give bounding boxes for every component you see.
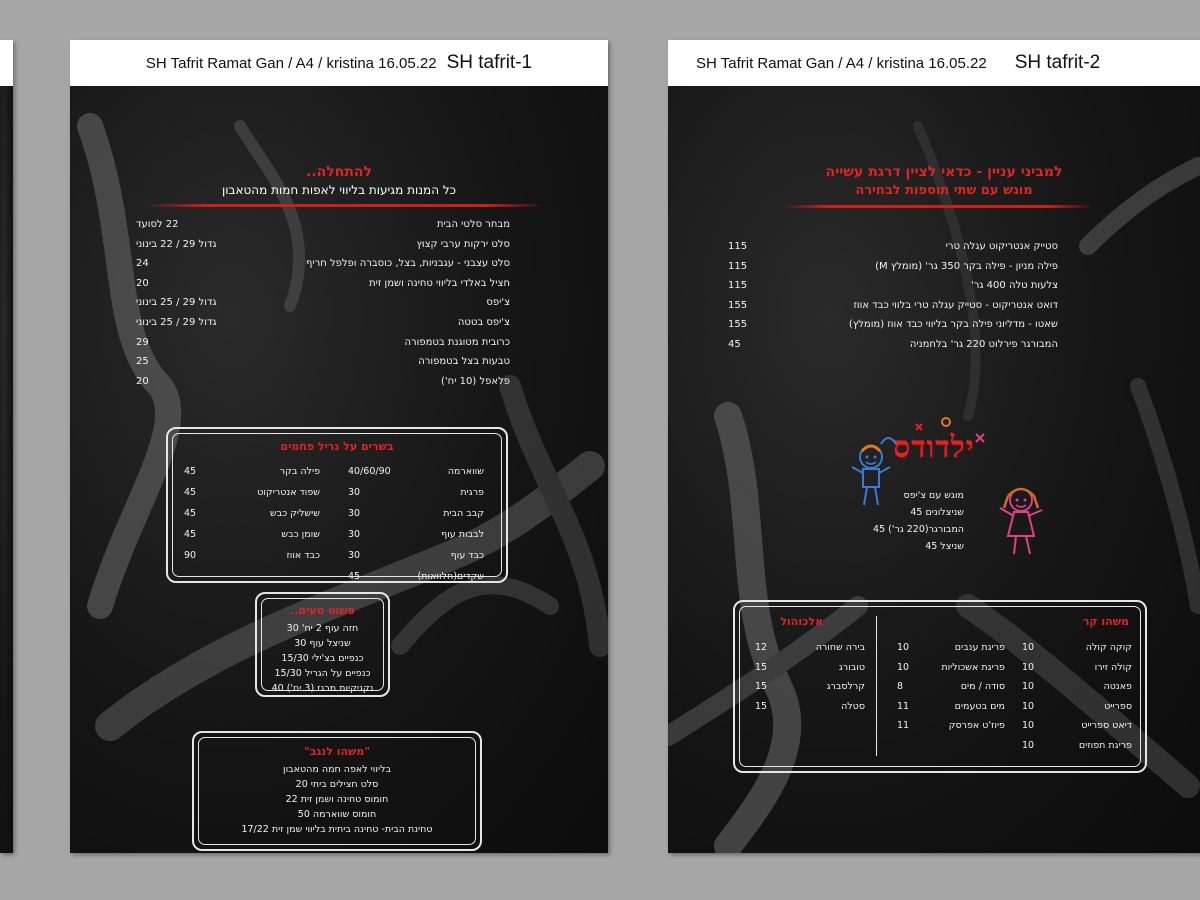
item-name: סודה / מים xyxy=(960,681,1005,692)
item-price: 10 xyxy=(1022,661,1035,673)
grill-frame xyxy=(166,427,508,583)
menu-item xyxy=(136,235,510,255)
page-code: SH tafrit-2 xyxy=(1014,52,1101,73)
simple-frame xyxy=(255,592,390,697)
grill-left-column xyxy=(184,461,320,566)
page-body xyxy=(668,86,1200,853)
item-price: 30 xyxy=(348,529,361,540)
item-name: שאטו - מדליוני פילה בקר בליווי כבד אווז (מומלץ) xyxy=(848,319,1058,331)
item-name: פריגת אשכוליות xyxy=(941,661,1005,673)
item-price: 10 xyxy=(1022,700,1035,712)
page-partial-left xyxy=(0,40,13,853)
menu-line: מוגש עם צ'יפס xyxy=(903,490,964,501)
drink-item xyxy=(755,638,865,658)
red-underline xyxy=(145,204,545,207)
menu-line: המבורגר(220 גר') 45 xyxy=(873,524,964,535)
page-code: SH tafrit-1 xyxy=(446,52,533,73)
menu-line: חומוס שווארמה 50 xyxy=(297,809,377,820)
simple-lines xyxy=(257,621,388,696)
menu-item xyxy=(728,276,1058,296)
cold-drinks-column-b xyxy=(897,638,1005,736)
menu-item xyxy=(136,215,510,235)
item-price: 15 xyxy=(755,700,768,712)
item-price: 155 xyxy=(728,319,748,331)
column-divider xyxy=(876,616,877,756)
drink-item xyxy=(897,638,1005,658)
menu-line: נקניקיות מרגז (3 יח') 40 xyxy=(271,683,374,694)
item-price: 11 xyxy=(897,720,910,731)
page-body xyxy=(0,86,13,853)
drink-item xyxy=(897,677,1005,697)
item-price: 45 xyxy=(184,508,197,519)
menu-item xyxy=(728,296,1058,316)
starters-subtitle: כל המנות מגיעות בליווי לאפות חמות מהטאבון xyxy=(221,183,457,197)
drink-item xyxy=(755,658,865,678)
item-name: קולה זירו xyxy=(1094,661,1132,673)
cold-drinks-column-a xyxy=(1022,638,1132,755)
drink-item xyxy=(897,716,1005,736)
item-name: שקדים(חלוואות) xyxy=(417,571,484,582)
item-name: קבב הבית xyxy=(443,508,484,519)
item-name: טבעות בצל בטמפורה xyxy=(418,356,510,368)
menu-item xyxy=(136,372,510,392)
item-name: שומן כבש xyxy=(281,529,320,540)
menu-item xyxy=(136,333,510,353)
grill-item xyxy=(184,461,320,482)
item-name: קרלסברג xyxy=(826,681,865,692)
grill-item xyxy=(348,524,484,545)
menu-item xyxy=(136,254,510,274)
item-name: סטלה xyxy=(841,700,865,712)
menu-item xyxy=(728,237,1058,257)
item-name: סלט ירקות ערבי קצוץ xyxy=(416,238,510,250)
item-price: 155 xyxy=(728,299,748,311)
menu-line: כנפיים על הגריל 15/30 xyxy=(274,668,371,679)
item-price: 24 xyxy=(136,258,149,270)
item-price: 45 xyxy=(184,487,197,498)
kids-logo: ילדודס xyxy=(893,430,975,465)
menu-item xyxy=(136,352,510,372)
item-name: שפוד אנטריקוט xyxy=(257,487,320,498)
item-price: גדול 29 / 25 בינוני xyxy=(136,297,217,309)
grill-item xyxy=(184,503,320,524)
menu-line: בליווי לאפה חמה מהטאבון xyxy=(283,764,391,775)
drink-item xyxy=(1022,716,1132,736)
item-price: 22 לסועד xyxy=(136,219,179,230)
item-name: צ'יפס בטטה xyxy=(457,316,510,328)
item-price: גדול 29 / 22 בינוני xyxy=(136,238,217,250)
item-price: 25 xyxy=(136,356,149,368)
item-name: חציל באלדי בליווי טחינה ושמן זית xyxy=(369,277,510,289)
drink-item xyxy=(1022,658,1132,678)
starters-list xyxy=(136,215,510,391)
connoisseurs-subtitle: מוגש עם שתי תוספות לבחירה xyxy=(855,183,1033,198)
drink-item xyxy=(1022,677,1132,697)
item-price: 45 xyxy=(184,466,197,477)
item-name: פלאפל (10 יח') xyxy=(441,375,510,387)
menu-line: שניצל עוף 30 xyxy=(294,638,351,649)
item-price: 29 xyxy=(136,336,149,348)
item-price: 15 xyxy=(755,661,768,673)
item-price: 10 xyxy=(1022,739,1035,751)
menu-item xyxy=(136,313,510,333)
menu-item xyxy=(728,257,1058,277)
starters-title: להתחלה.. xyxy=(306,164,372,180)
item-price: 20 xyxy=(136,375,149,387)
item-price: 30 xyxy=(348,550,361,561)
item-name: שווארמה xyxy=(447,466,484,477)
item-price: 11 xyxy=(897,700,910,712)
page-meta: SH Tafrit Ramat Gan / A4 / kristina 16.05.22 xyxy=(145,54,437,72)
doodle-decoration xyxy=(876,414,996,454)
grill-item xyxy=(348,503,484,524)
alcohol-column xyxy=(755,638,865,716)
item-name: פילה מניון - פילה בקר 350 גר' (מומלץ M) xyxy=(875,260,1058,272)
page-meta: SH Tafrit Ramat Gan / A4 / kristina 16.05.22 xyxy=(696,54,987,72)
menu-item xyxy=(728,335,1058,355)
item-price: 115 xyxy=(728,241,748,252)
item-name: פרגית xyxy=(460,487,484,498)
item-name: טובורג xyxy=(838,661,865,673)
dips-frame xyxy=(192,731,482,851)
page-2 xyxy=(668,40,1200,853)
item-price: 12 xyxy=(755,642,768,653)
grill-item xyxy=(348,482,484,503)
item-name: כרובית מטוגנת בטמפורה xyxy=(404,336,510,348)
connoisseurs-title: למביני עניין - כדאי לציין דרגת עשייה xyxy=(825,164,1063,180)
item-name: מים בטעמים xyxy=(954,700,1005,712)
dips-lines xyxy=(194,762,480,837)
item-name: בירה שחורה xyxy=(815,642,865,653)
menu-line: שניצלונים 45 xyxy=(910,507,964,518)
grill-item xyxy=(184,524,320,545)
item-price: 90 xyxy=(184,550,197,561)
item-name: פריגת תפוזים xyxy=(1078,739,1132,751)
item-name: פילה בקר xyxy=(279,466,320,477)
menu-line: חזה עוף 2 יח' 30 xyxy=(286,623,359,634)
grill-item xyxy=(184,545,320,566)
item-name: צ'יפס xyxy=(486,297,510,309)
grill-item xyxy=(184,482,320,503)
item-price: 115 xyxy=(728,260,748,272)
item-name: פיוז'ט אפרסק xyxy=(948,720,1005,731)
item-name: שישליק כבש xyxy=(269,508,320,519)
menu-line: כנפיים בצ'ילי 15/30 xyxy=(281,653,364,664)
item-price: 10 xyxy=(1022,681,1035,692)
drinks-frame xyxy=(733,600,1147,773)
grill-right-column xyxy=(348,461,484,587)
item-price: 115 xyxy=(728,280,748,292)
menu-line: סלט חצילים ביתי 20 xyxy=(295,779,379,790)
item-name: דיאט ספרייט xyxy=(1081,720,1132,731)
item-name: לבבות עוף xyxy=(441,529,484,540)
drink-item xyxy=(1022,736,1132,756)
item-price: 8 xyxy=(897,681,904,692)
cold-drinks-title: משהו קר xyxy=(1082,615,1129,628)
item-price: 20 xyxy=(136,277,149,289)
item-name: סטייק אנטריקוט עגלה טרי xyxy=(945,241,1058,252)
kids-lines xyxy=(824,487,964,555)
item-price: 10 xyxy=(1022,642,1035,653)
red-underline xyxy=(783,205,1093,208)
item-name: כבד עוף xyxy=(450,550,484,561)
item-price: 30 xyxy=(348,487,361,498)
menu-line: חומוס טחינה ושמן זית 22 xyxy=(285,794,389,805)
item-price: 10 xyxy=(897,661,910,673)
menu-line: טחינת הבית- טחינה ביתית בליווי שמן זית 17/22 xyxy=(241,824,433,835)
connoisseurs-list xyxy=(728,237,1058,355)
grill-item xyxy=(348,545,484,566)
item-name: צלעות טלה 400 גר' xyxy=(970,280,1058,292)
menu-line: שניצל 45 xyxy=(925,541,964,552)
item-price: 10 xyxy=(1022,720,1035,731)
page-1 xyxy=(70,40,608,853)
menu-item xyxy=(136,293,510,313)
item-name: פאנטה xyxy=(1103,681,1132,692)
menu-item xyxy=(136,274,510,294)
drink-item xyxy=(1022,697,1132,717)
item-price: 10 xyxy=(897,642,910,653)
grill-item xyxy=(348,461,484,482)
item-name: סלט עצבני - עגבניות, בצל, כוסברה ופלפל חריף xyxy=(305,258,510,270)
item-price: גדול 29 / 25 בינוני xyxy=(136,316,217,328)
grill-item xyxy=(348,566,484,587)
drink-item xyxy=(897,697,1005,717)
grill-title: בשרים על גריל פחמים xyxy=(280,440,394,453)
item-name: מבחר סלטי הבית xyxy=(436,219,510,230)
dips-title: "משהו לנגב" xyxy=(303,745,371,758)
drink-item xyxy=(755,697,865,717)
item-name: פריגת ענבים xyxy=(954,642,1005,653)
item-name: המבורגר פירלוט 220 גר' בלחמניה xyxy=(909,338,1058,350)
item-name: דואט אנטריקוט - סטייק עגלה טרי בלווי כבד אווז xyxy=(853,299,1058,311)
item-price: 45 xyxy=(348,571,361,582)
item-price: 40/60/90 xyxy=(348,466,391,477)
item-price: 15 xyxy=(755,681,768,692)
page-header xyxy=(0,40,13,86)
drink-item xyxy=(755,677,865,697)
simple-title: פשוט טעים.. xyxy=(290,604,355,617)
item-price: 45 xyxy=(184,529,197,540)
girl-icon xyxy=(994,484,1048,558)
page-header xyxy=(70,40,608,86)
item-name: קוקה קולה xyxy=(1085,642,1132,653)
item-name: כבד אווז xyxy=(286,550,320,561)
item-name: ספרייט xyxy=(1104,700,1132,712)
drink-item xyxy=(1022,638,1132,658)
page-header xyxy=(668,40,1200,86)
alcohol-title: אלכוהול xyxy=(780,615,823,628)
menu-item xyxy=(728,315,1058,335)
drink-item xyxy=(897,658,1005,678)
page-body xyxy=(70,86,608,853)
item-price: 30 xyxy=(348,508,361,519)
item-price: 45 xyxy=(728,338,741,350)
